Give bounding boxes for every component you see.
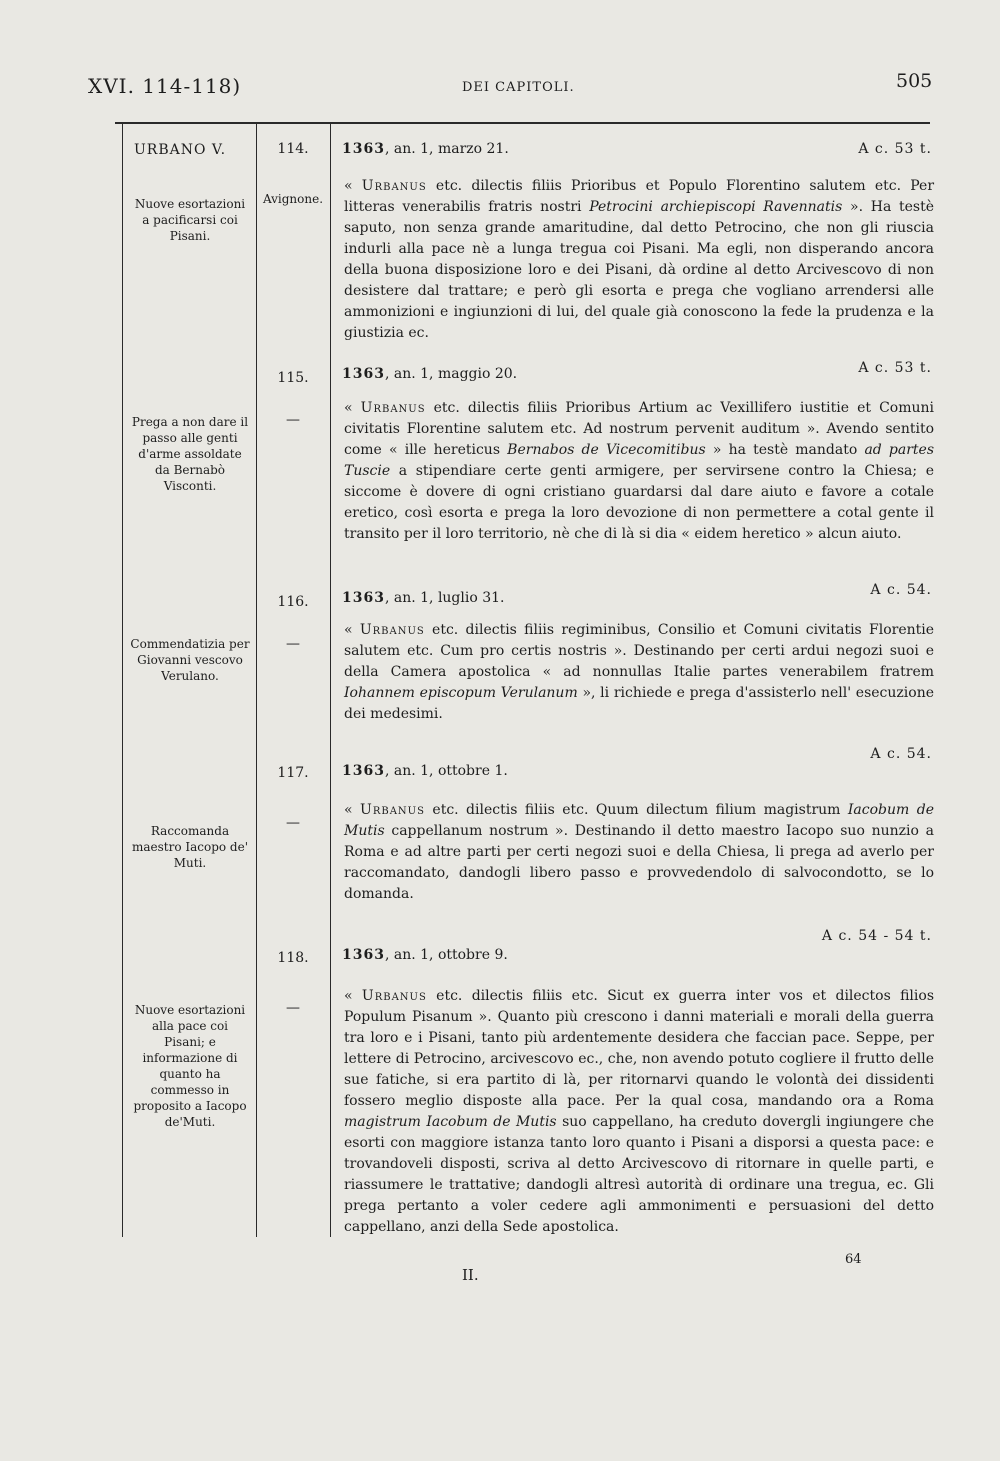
archive-reference: A c. 54. (870, 746, 932, 762)
margin-summary: Nuove esortazioni a pacificarsi coi Pisani. (134, 197, 246, 243)
entry-date: 1363, an. 1, marzo 21. (342, 141, 509, 157)
archive-reference: A c. 54 - 54 t. (821, 928, 932, 944)
entry-year: 1363 (342, 763, 385, 779)
column-rule-left (122, 122, 123, 1237)
header-rule (115, 122, 930, 124)
margin-summary: Prega a non dare il passo alle genti d'arme assoldate da Bernabò Visconti. (131, 415, 249, 493)
entry-place-ditto: — (286, 1000, 300, 1016)
entry-number: 118. (277, 950, 309, 966)
entry-year: 1363 (342, 947, 385, 963)
running-head-center: DEI CAPITOLI. (462, 80, 575, 95)
entry-number: 117. (277, 765, 309, 781)
gathering-number: 64 (845, 1252, 862, 1267)
archive-reference: A c. 53 t. (858, 360, 932, 376)
entry-date: 1363, an. 1, luglio 31. (342, 590, 505, 606)
margin-summary: Commendatizia per Giovanni vescovo Verulano. (130, 637, 250, 683)
page-number: 505 (896, 70, 933, 92)
margin-summary: Nuove esortazioni alla pace coi Pisani; e informazione di quanto ha commesso in proposito a Iacopo de'Muti. (133, 1003, 247, 1129)
running-head-left: XVI. 114-118) (88, 74, 242, 98)
entry-number: 116. (277, 594, 309, 610)
entry-summary: « Urbanus etc. dilectis filiis regiminibus, Consilio et Comuni civitatis Florentie salutem etc. Cum pro certis nostris ». Destinando per certi ardui negozi suoi e della Camera apostolica « ad nonnullas Italie partes venerabilem fratrem Iohannem episcopum Verulanum », li richiede e prega d'assisterlo nell' esecuzione dei medesimi. (344, 622, 935, 722)
entry-number: 115. (277, 370, 309, 386)
entry-date: 1363, an. 1, maggio 20. (342, 366, 518, 382)
entry-place: Avignone. (262, 192, 324, 206)
entry-number: 114. (277, 141, 309, 157)
column-rule-middle (256, 122, 257, 1237)
entry-summary: « Urbanus etc. dilectis filiis Prioribus et Populo Florentino salutem etc. Per litteras venerabilis fratris nostri Petrocini archiepiscopi Ravennatis ». Ha testè saputo, non senza grande amaritudine, dal detto Petrocino, che non gli riuscia indurli alla pace nè a lunga tregua coi Pisani. Ma egli, non disperando ancora della buona disposizione loro e dei Pisani, dà ordine al detto Arcivescovo di non desistere dal trattare; e però gli esorta e prega che vogliano arrendersi alle ammonizioni e ingiunzioni di lui, del quale già conoscono la fede la prudenza e la giustizia ec. (344, 178, 935, 341)
entry-summary: « Urbanus etc. dilectis filiis etc. Sicut ex guerra inter vos et dilectos filios Populum Pisanum ». Quanto più crescono i danni materiali e morali della guerra tra loro e i Pisani, tanto più ardentemente desidera che faccian pace. Seppe, per lettere di Petrocino, arcivescovo ec., che, non avendo potuto cogliere il frutto delle sue fatiche, si era partito di là, per ritornarvi quando le volontà dei dissidenti fossero meglio disposte alla pace. Per la qual cosa, mandando ora a Roma magistrum Iacobum de Mutis suo cappellano, ha creduto dovergli ingiungere che esorti con maggiore istanza tanto loro quanto i Pisani a disporsi a questa pace: e trovandoveli disposti, scriva al detto Arcivescovo di ritornare in quelle parti, e riassumere le trattative; dandogli altresì autorità di ordinare una tregua, ec. Gli prega pertanto a voler cedere agli ammonimenti e persuasioni del detto cappellano, anzi della Sede apostolica. (344, 988, 934, 1235)
column-rule-right (330, 122, 331, 1237)
entry-year: 1363 (342, 141, 385, 157)
archive-reference: A c. 54. (870, 582, 932, 598)
entry-place-ditto: — (286, 636, 300, 652)
entry-year: 1363 (342, 366, 385, 382)
entry-date: 1363, an. 1, ottobre 9. (342, 947, 508, 963)
entry-year: 1363 (342, 590, 385, 606)
pope-name: URBANO V. (134, 142, 227, 158)
entry-date: 1363, an. 1, ottobre 1. (342, 763, 508, 779)
archive-reference: A c. 53 t. (858, 141, 932, 157)
entry-summary: « Urbanus etc. dilectis filiis Prioribus Artium ac Vexillifero iustitie et Comuni civitatis Florentine salutem etc. Ad nostrum pervenit auditum ». Avendo sentito come « ille hereticus Bernabos de Vicecomitibus » ha testè mandato ad partes Tuscie a stipendiare certe genti armigere, per servirsene contro la Chiesa; e siccome è dovere di ogni cristiano guardarsi dal dare aiuto e favore a cotale eretico, così esorta e prega la loro devozione di non permettere a cotal gente il transito per il loro territorio, nè che di là si dia « eidem heretico » alcun aiuto. (344, 400, 934, 542)
entry-place-ditto: — (286, 815, 300, 831)
signature-mark: II. (462, 1266, 479, 1284)
margin-summary: Raccomanda maestro Iacopo de' Muti. (131, 824, 249, 870)
entry-place-ditto: — (286, 412, 300, 428)
entry-summary: « Urbanus etc. dilectis filiis etc. Quum dilectum filium magistrum Iacobum de Mutis cappellanum nostrum ». Destinando il detto maestro Iacopo suo nunzio a Roma e ad altre parti per certi negozi suoi e della Chiesa, li prega ad averlo per raccomandato, dandogli libero passo e provvedendolo di salvocondotto, se lo domanda. (344, 802, 934, 902)
